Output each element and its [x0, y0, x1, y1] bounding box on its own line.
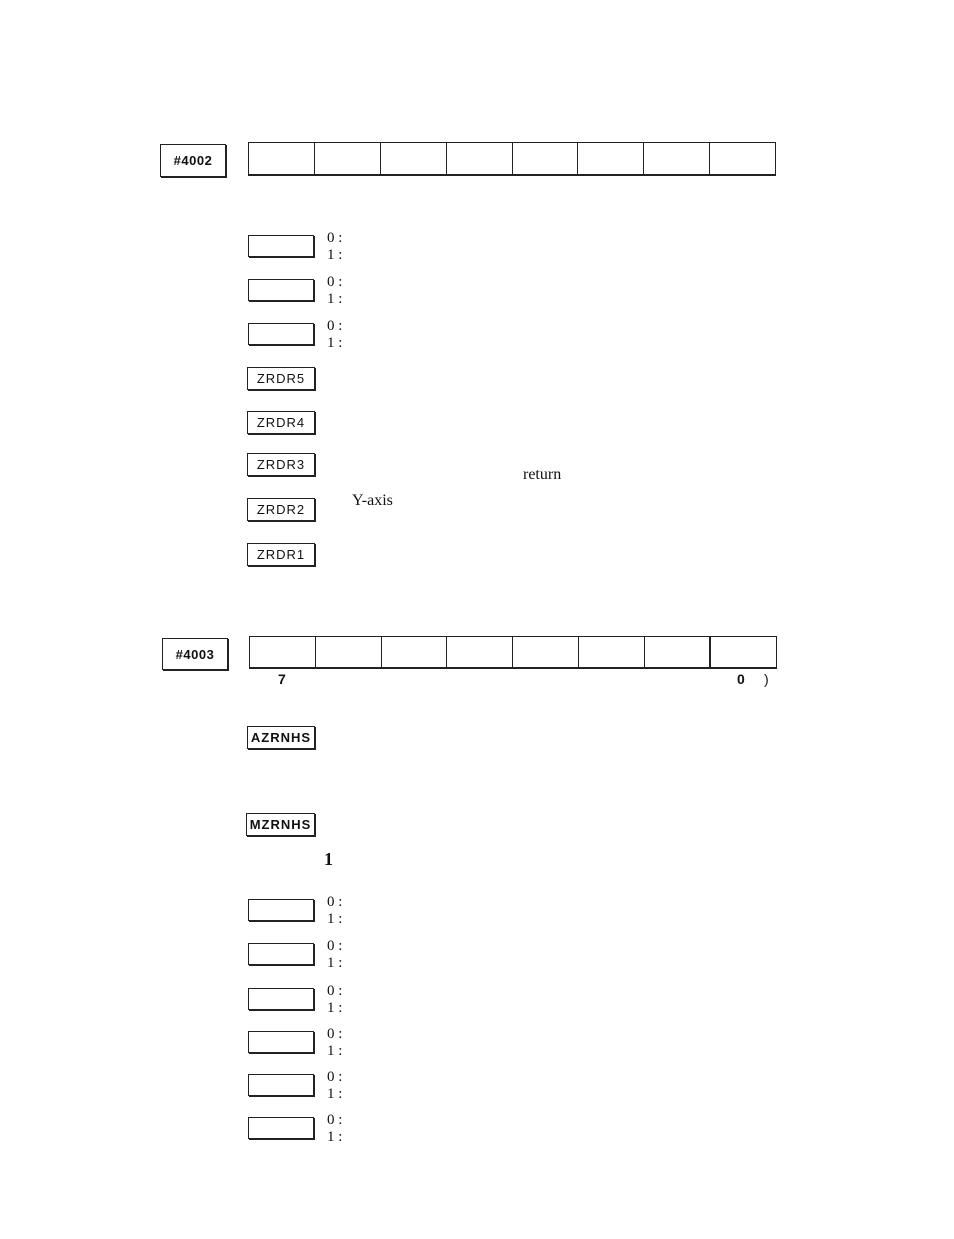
bit-cell-7: [250, 637, 315, 667]
bit-cell-5: [380, 143, 446, 174]
text-fragment-return: return: [523, 466, 562, 483]
param-4003-flag-3-options: [327, 983, 342, 1017]
param-4003-flag-4-options: [327, 1026, 342, 1060]
bit-cell-0: [710, 637, 776, 667]
option-0: 0 :: [327, 230, 343, 246]
param-4003-flag-1-options: [327, 894, 342, 928]
param-4002-bit-table: [248, 142, 776, 176]
param-4002-flag-3-options: [327, 318, 342, 352]
option-0: 0 :: [327, 1069, 343, 1085]
bit-cell-6: [315, 637, 381, 667]
option-0: 0 :: [327, 1026, 343, 1042]
bit-cell-2: [577, 143, 643, 174]
bit-cell-1: [643, 143, 709, 174]
option-1: 1 :: [327, 1129, 343, 1145]
param-4002-flag-box-2: [248, 279, 314, 301]
param-4002-flag-2-options: [327, 274, 342, 308]
option-1: 1 :: [327, 1086, 343, 1102]
param-4002-flag-1-options: [327, 230, 342, 264]
param-4003-label: #4003: [162, 638, 228, 670]
bit-cell-6: [314, 143, 380, 174]
flag-zrdr5: ZRDR5: [247, 367, 315, 390]
bit-cell-0: [709, 143, 775, 174]
option-1: 1 :: [327, 955, 343, 971]
param-4003-flag-5-options: [327, 1069, 342, 1103]
flag-zrdr3: ZRDR3: [247, 453, 315, 476]
option-1: 1 :: [327, 291, 343, 307]
option-0: 0 :: [327, 983, 343, 999]
bit-cell-3: [512, 637, 578, 667]
option-0: 0 :: [327, 894, 343, 910]
flag-zrdr2: ZRDR2: [247, 498, 315, 521]
option-0: 0 :: [327, 318, 343, 334]
flag-azrnhs: AZRNHS: [247, 726, 315, 749]
param-4003-flag-box-1: [248, 899, 314, 921]
param-4002-label: #4002: [160, 144, 226, 177]
bit-cell-3: [512, 143, 578, 174]
param-4002-flag-box-1: [248, 235, 314, 257]
option-0: 0 :: [327, 1112, 343, 1128]
bit-cell-7: [249, 143, 314, 174]
param-4003-flag-box-6: [248, 1117, 314, 1139]
bit-cell-5: [381, 637, 447, 667]
bit-cell-4: [446, 637, 512, 667]
bit-label-0: 0: [737, 671, 745, 687]
value-one: 1: [324, 849, 333, 869]
option-1: 1 :: [327, 1000, 343, 1016]
param-4003-flag-box-3: [248, 988, 314, 1010]
flag-zrdr1: ZRDR1: [247, 543, 315, 566]
flag-mzrnhs: MZRNHS: [246, 813, 315, 836]
param-4002-flag-box-3: [248, 323, 314, 345]
bit-cell-2: [578, 637, 644, 667]
flag-zrdr4: ZRDR4: [247, 411, 315, 434]
option-0: 0 :: [327, 274, 343, 290]
option-1: 1 :: [327, 911, 343, 927]
param-4003-flag-box-5: [248, 1074, 314, 1096]
bit-label-7: 7: [278, 671, 286, 687]
bit-label-paren: ): [764, 671, 769, 687]
option-1: 1 :: [327, 1043, 343, 1059]
param-4003-flag-2-options: [327, 938, 342, 972]
text-fragment-y-axis: Y-axis: [352, 492, 393, 509]
param-4003-flag-box-2: [248, 943, 314, 965]
bit-cell-4: [446, 143, 512, 174]
param-4003-flag-box-4: [248, 1031, 314, 1053]
param-4003-bit-table: [249, 636, 777, 669]
option-1: 1 :: [327, 247, 343, 263]
option-1: 1 :: [327, 335, 343, 351]
bit-cell-1: [644, 637, 711, 667]
option-0: 0 :: [327, 938, 343, 954]
param-4003-flag-6-options: [327, 1112, 342, 1146]
